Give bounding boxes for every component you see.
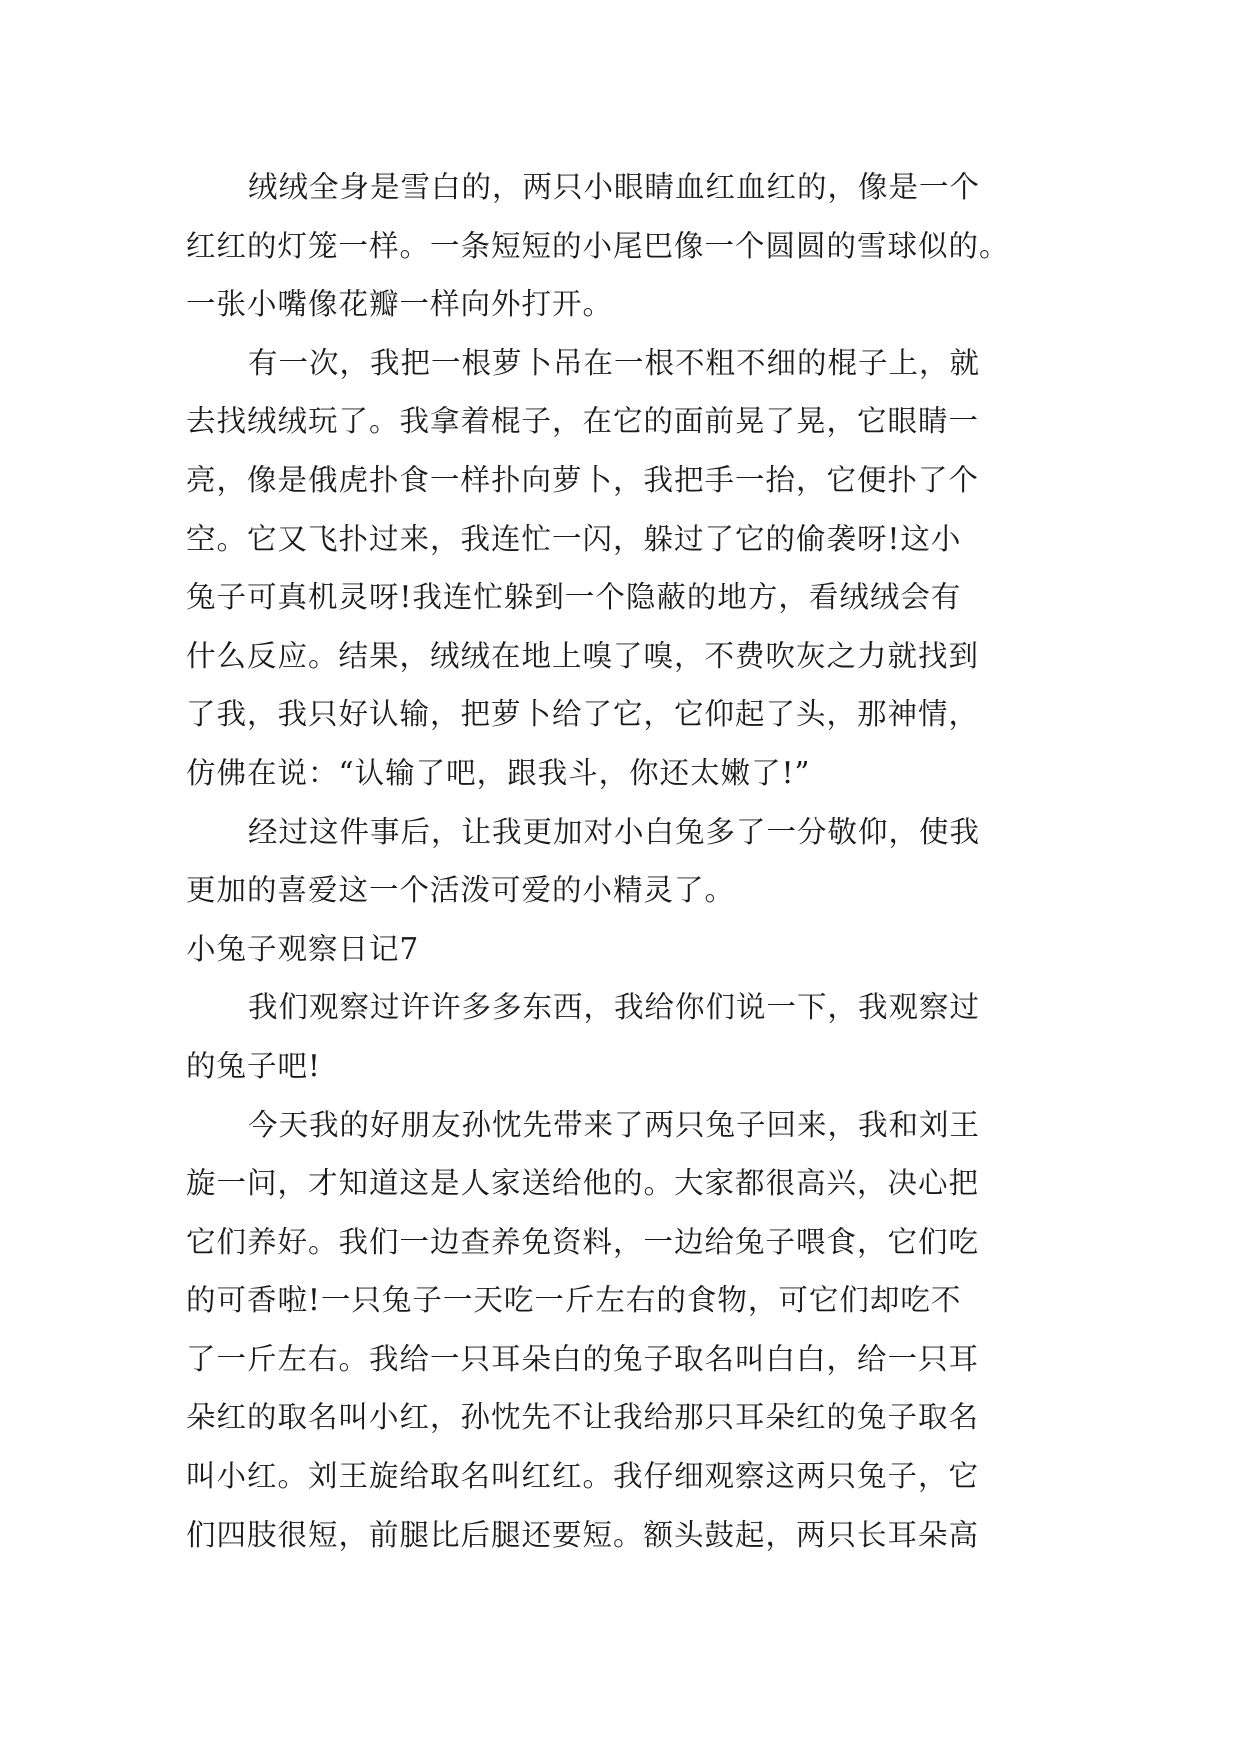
text-line: 红红的灯笼一样。一条短短的小尾巴像一个圆圆的雪球似的。 [186, 228, 1010, 263]
text-line: 叫小红。刘王旋给取名叫红红。我仔细观察这两只兔子，它 [186, 1459, 980, 1494]
section-heading: 小兔子观察日记7 [186, 931, 420, 966]
text-line: 去找绒绒玩了。我拿着棍子，在它的面前晃了晃，它眼睛一 [186, 404, 980, 439]
text-line: 它们养好。我们一边查养免资料，一边给兔子喂食，它们吃 [186, 1224, 980, 1259]
text-line: 的兔子吧! [186, 1048, 321, 1083]
text-line: 兔子可真机灵呀!我连忙躲到一个隐蔽的地方，看绒绒会有 [186, 580, 962, 615]
text-line: 仿佛在说：“认输了吧，跟我斗，你还太嫩了!” [186, 755, 811, 790]
text-line: 一张小嘴像花瓣一样向外打开。 [186, 287, 614, 322]
text-line: 空。它又飞扑过来，我连忙一闪，躲过了它的偷袭呀!这小 [186, 521, 962, 556]
text-line: 绒绒全身是雪白的，两只小眼睛血红血红的，像是一个 [248, 170, 981, 204]
text-line: 更加的喜爱这一个活泼可爱的小精灵了。 [186, 873, 736, 908]
text-line: 旋一问，才知道这是人家送给他的。大家都很高兴，决心把 [186, 1166, 980, 1201]
text-line: 们四肢很短，前腿比后腿还要短。额头鼓起，两只长耳朵高 [186, 1517, 980, 1552]
text-line: 有一次，我把一根萝卜吊在一根不粗不细的棍子上，就 [248, 345, 981, 380]
text-line: 朵红的取名叫小红，孙忱先不让我给那只耳朵红的兔子取名 [186, 1400, 980, 1435]
text-line: 今天我的好朋友孙忱先带来了两只兔子回来，我和刘王 [248, 1107, 981, 1142]
text-line: 了一斤左右。我给一只耳朵白的兔子取名叫白白，给一只耳 [186, 1341, 980, 1376]
text-line: 什么反应。结果，绒绒在地上嗅了嗅，不费吹灰之力就找到 [186, 638, 980, 673]
text-line: 我们观察过许许多多东西，我给你们说一下，我观察过 [248, 990, 981, 1025]
text-line: 亮，像是俄虎扑食一样扑向萝卜，我把手一抬，它便扑了个 [186, 462, 980, 497]
document-body [186, 158, 1061, 1564]
text-line: 了我，我只好认输，把萝卜给了它，它仰起了头，那神情， [186, 697, 980, 732]
text-line: 经过这件事后，让我更加对小白兔多了一分敬仰，使我 [248, 814, 981, 849]
text-line: 的可香啦!一只兔子一天吃一斤左右的食物，可它们却吃不 [186, 1283, 962, 1318]
